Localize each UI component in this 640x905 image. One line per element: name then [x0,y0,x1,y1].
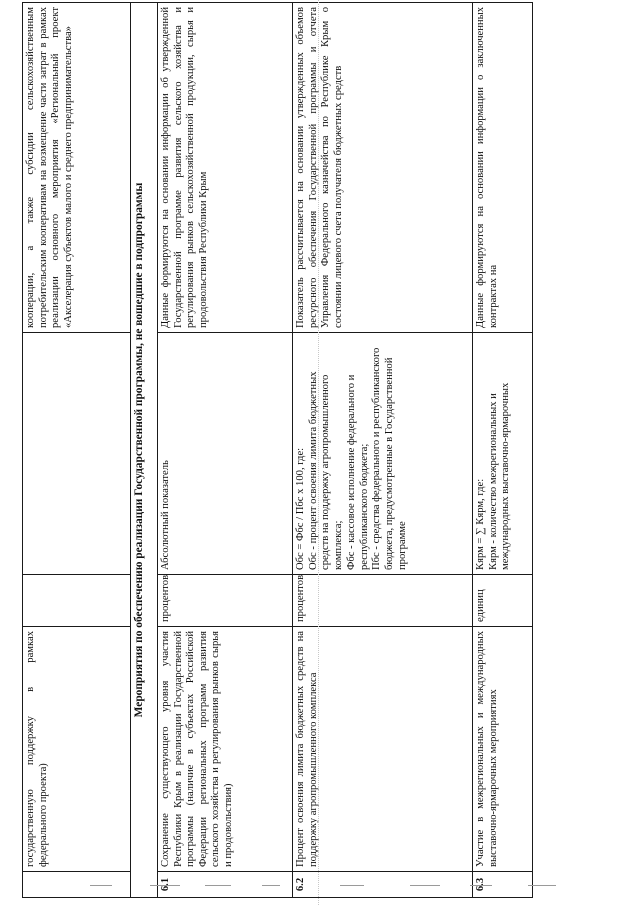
scan-artifact [340,885,364,886]
unit-cell [23,575,131,627]
table-row [158,3,293,898]
measure-name-cell: Участие в межрегиональных и международных выставочно-ярмарочных мероприятиях [473,627,533,872]
data-source-cell: кооперации, а также субсидии сельскохозяйственным потребительским кооперативам на возмещение части затрат в рамках реализации основного мероприятия «Региональный проект «Акселерация субъектов малого и среднего предпринимательства» [23,3,131,333]
scan-artifact [262,885,280,886]
formula-line: Кярм = ∑ Кярм, где: [475,478,486,570]
formula-line: Пбс - средства федерального и республиканского бюджета, предусмотренные в Государственной программе [371,347,408,570]
section-title: Мероприятия по обеспечению реализации Государственной программы, не вошедшие в подпрограммы [131,3,158,898]
row-number-cell [23,872,131,898]
unit-cell: процентов [158,575,293,627]
measure-name-cell: государственную поддержку в рамках федерального проекта) [23,627,131,872]
data-source-cell: Показатель рассчитывается на основании утвержденных объемов ресурсного обеспечения Государственной программы и отчета Управления Федерального казначейства по Республике Крым о состоянии лицевого счета получателя бюджетных средств [293,3,473,333]
data-source-cell: Данные формируются на основании информации об утвержденной Государственной программе развития сельского хозяйства и регулирования рынков сельскохозяйственной продукции, сырья и продовольствия Республики Крым [158,3,293,333]
section-row [131,3,158,898]
formula-line: Обс = Фбс / Пбс х 100, где: [295,447,306,570]
scan-artifact [90,885,112,886]
measure-name-cell: Процент освоения лимита бюджетных средств на поддержку агропромышленного комплекса [293,627,473,872]
scan-artifact [410,885,440,886]
data-source-cell: Данные формируются на основании информации о заключенных контрактах на [473,3,533,333]
formula-line: Кярм - количество межрегиональных и международных выставочно-ярмарочных [487,382,512,570]
page-fold-line [318,0,320,905]
formula-line: Фбс - кассовое исполнение федерального и республиканского бюджета; [345,374,370,570]
measure-name-cell: Сохранение существующего уровня участия Республики Крым в реализации Государственной программы (наличие в субъектах Российской Федерации региональных программ развития сельского хозяйства и регулирования рынков сырья и продовольствия) [158,627,293,872]
row-number-cell: 6.2 [293,872,473,898]
table-row [473,3,533,898]
indicator-methodology-table [22,2,533,898]
method-cell [473,333,533,575]
unit-cell: процентов [293,575,473,627]
scan-artifact [150,885,180,886]
scan-artifact [528,885,556,886]
formula-line: Обс - процент освоения лимита бюджетных средств на поддержку агропромышленного комплекса; [307,371,345,570]
method-cell [23,333,131,575]
scan-artifact [205,885,231,886]
rotated-document-page [22,3,607,898]
method-cell: Абсолютный показатель [158,333,293,575]
table-row [23,3,131,898]
scan-artifact [470,885,492,886]
unit-cell: единиц [473,575,533,627]
